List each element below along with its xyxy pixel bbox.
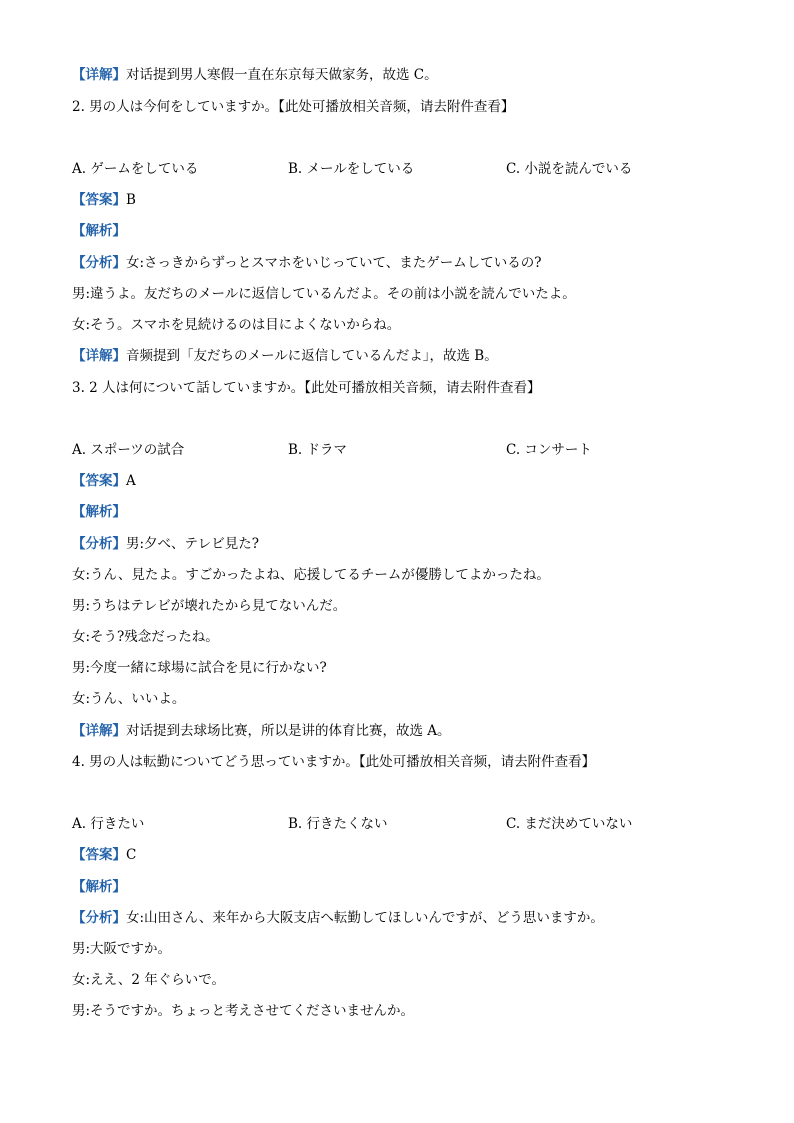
q4-question: 4. 男の人は転勤についてどう思っていますか。【此处可播放相关音频，请去附件查看】 [72, 754, 596, 770]
q2-answer-line [72, 191, 136, 209]
q4-dialogue-line-3: 女:ええ、2 年ぐらいで。 [72, 972, 225, 988]
q3-dialogue-line-5: 男:今度一緒に球場に試合を見に行かない? [72, 660, 327, 676]
q4-answer: C [126, 847, 137, 863]
q2-detail-text: 音频提到「友だちのメールに返信しているんだよ」，故选 B。 [126, 348, 498, 364]
q2-answer: B [126, 192, 136, 208]
fenxi-tag: 【分析】 [72, 910, 126, 926]
q3-dialogue-text: 男:夕べ、テレビ見た? [126, 536, 260, 552]
detail-tag: 【详解】 [72, 723, 126, 739]
detail-tag: 【详解】 [72, 348, 126, 364]
answer-tag: 【答案】 [72, 473, 126, 489]
q1-detail-text: 对话提到男人寒假一直在东京每天做家务，故选 C。 [126, 67, 438, 83]
q3-answer-line [72, 472, 136, 490]
q4-dialogue-line-4: 男:そうですか。ちょっと考えさせてくださいませんか。 [72, 1003, 415, 1019]
fenxi-tag: 【分析】 [72, 536, 126, 552]
q4-dialogue-text: 女:山田さん、来年から大阪支店へ転勤してほしいんですが、どう思いますか。 [126, 910, 604, 926]
answer-tag: 【答案】 [72, 847, 126, 863]
q4-analysis-tag: 【解析】 [72, 879, 126, 895]
q3-analysis-tag: 【解析】 [72, 504, 126, 520]
q3-dialogue-line-1 [72, 535, 259, 553]
q3-detail-text: 对话提到去球场比赛，所以是讲的体育比赛，故选 A。 [126, 723, 451, 739]
q1-detail-line [72, 66, 438, 84]
q2-option-b: B. メールをしている [288, 161, 415, 177]
q3-option-c: C. コンサート [506, 442, 592, 458]
q3-option-a: A. スポーツの試合 [72, 442, 185, 458]
q3-dialogue-line-2: 女:うん、見たよ。すごかったよね、応援してるチームが優勝してよかったね。 [72, 567, 550, 583]
q3-dialogue-line-4: 女:そう?残念だったね。 [72, 629, 219, 645]
q3-dialogue-line-3: 男:うちはテレビが壊れたから見てないんだ。 [72, 598, 347, 614]
q4-dialogue-line-1 [72, 909, 604, 927]
q2-dialogue-line-1 [72, 254, 541, 272]
q4-option-b: B. 行きたくない [288, 816, 388, 832]
q2-dialogue-line-3: 女:そう。スマホを見続けるのは目によくないからね。 [72, 317, 401, 333]
q4-dialogue-line-2: 男:大阪ですか。 [72, 941, 172, 957]
q2-dialogue-line-2: 男:違うよ。友だちのメールに返信しているんだよ。その前は小説を読んでいたよ。 [72, 286, 576, 302]
fenxi-tag: 【分析】 [72, 255, 126, 271]
q2-question: 2. 男の人は今何をしていますか。【此处可播放相关音频，请去附件查看】 [72, 99, 515, 115]
q3-answer: A [126, 473, 136, 489]
q3-option-b: B. ドラマ [288, 442, 348, 458]
answer-tag: 【答案】 [72, 192, 126, 208]
q3-detail-line [72, 722, 451, 740]
q4-option-c: C. まだ決めていない [506, 816, 633, 832]
q2-dialogue-text: 女:さっきからずっとスマホをいじっていて、またゲームしているの? [126, 255, 542, 271]
q2-analysis-tag: 【解析】 [72, 223, 126, 239]
q2-option-a: A. ゲームをしている [72, 161, 199, 177]
q4-answer-line [72, 846, 136, 864]
q3-dialogue-line-6: 女:うん、いいよ。 [72, 691, 186, 707]
q2-option-c: C. 小説を読んでいる [506, 161, 633, 177]
q3-question: 3. 2 人は何について話していますか。【此处可播放相关音频，请去附件查看】 [72, 380, 541, 396]
detail-tag: 【详解】 [72, 67, 126, 83]
q4-option-a: A. 行きたい [72, 816, 145, 832]
q2-detail-line [72, 347, 498, 365]
